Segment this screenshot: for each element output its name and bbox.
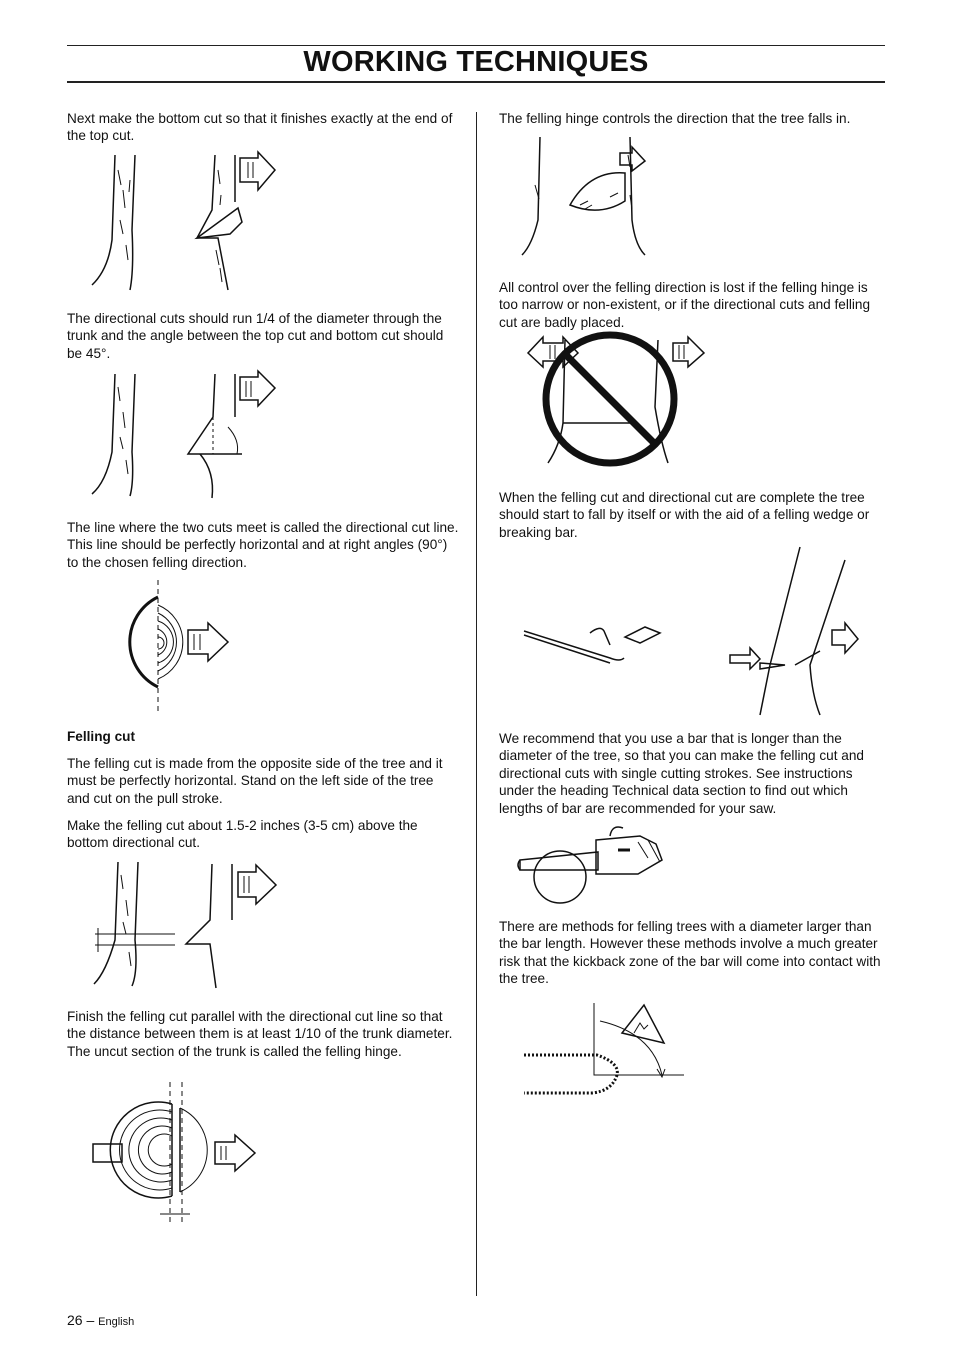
- directional-cut-line-paragraph: The line where the two cuts meet is called the directional cut line. This line should be perfectly horizontal and at right angles (90°) to the chosen felling direction.: [67, 520, 459, 570]
- header-bottom-rule: [67, 81, 885, 83]
- column-divider: [476, 112, 477, 1296]
- tree-falls-paragraph: When the felling cut and directional cut are complete the tree should start to fall by itself or with the aid of a felling wedge or breaking bar.: [499, 490, 870, 540]
- page-footer: [67, 1312, 134, 1328]
- kickback-zone-illustration: [522, 1003, 687, 1103]
- felling-cut-height-illustration: [90, 860, 290, 990]
- directional-cut-line-top-view: [90, 585, 260, 715]
- chainsaw-bar-length-illustration: [518, 822, 668, 907]
- bottom-cut-paragraph: Next make the bottom cut so that it finishes exactly at the end of the top cut.: [67, 111, 453, 144]
- felling-hinge-paragraph: Finish the felling cut parallel with the directional cut line so that the distance between them is at least 1/10 of the trunk diameter. The uncut section of the trunk is called the felling hinge.: [67, 1009, 453, 1059]
- bad-cuts-prohibited-illustration: [518, 335, 708, 470]
- bar-length-paragraph: We recommend that you use a bar that is longer than the diameter of the tree, so that you can make the felling cut and directional cuts with single cutting strokes. See instructions under the heading Technical data section to find out which lengths of bar are recommended for your saw.: [499, 731, 864, 816]
- felling-cut-height-paragraph: Make the felling cut about 1.5-2 inches (3-5 cm) above the bottom directional cut.: [67, 818, 418, 851]
- directional-cuts-45-degree-illustration: [90, 372, 290, 502]
- control-lost-paragraph: All control over the felling direction is lost if the felling hinge is too narrow or non-existent, or if the directional cuts and felling cut are badly placed.: [499, 280, 871, 330]
- footer-separator: –: [82, 1312, 99, 1328]
- directional-cuts-paragraph: The directional cuts should run 1/4 of the diameter through the trunk and the angle between the top cut and bottom cut should be 45°.: [67, 311, 444, 361]
- page-title: WORKING TECHNIQUES: [303, 46, 649, 78]
- felling-wedge-and-breaking-bar-illustration: [520, 545, 865, 720]
- hinge-controls-paragraph: The felling hinge controls the direction that the tree falls in.: [499, 111, 851, 126]
- felling-hinge-top-view: [90, 1082, 290, 1222]
- large-diameter-paragraph: There are methods for felling trees with a diameter larger than the bar length. However these methods involve a much greater risk that the kickback zone of the bar will come into contact with the tree.: [499, 919, 881, 987]
- footer-language: English: [98, 1316, 135, 1328]
- felling-hinge-direction-illustration: [520, 135, 660, 260]
- felling-cut-heading: Felling cut: [67, 729, 135, 744]
- page-number: 26: [67, 1312, 83, 1328]
- felling-cut-paragraph: The felling cut is made from the opposite side of the tree and it must be perfectly horizontal. Stand on the left side of the tree and cut on the pull stroke.: [67, 756, 443, 806]
- bottom-cut-illustration: [90, 150, 290, 300]
